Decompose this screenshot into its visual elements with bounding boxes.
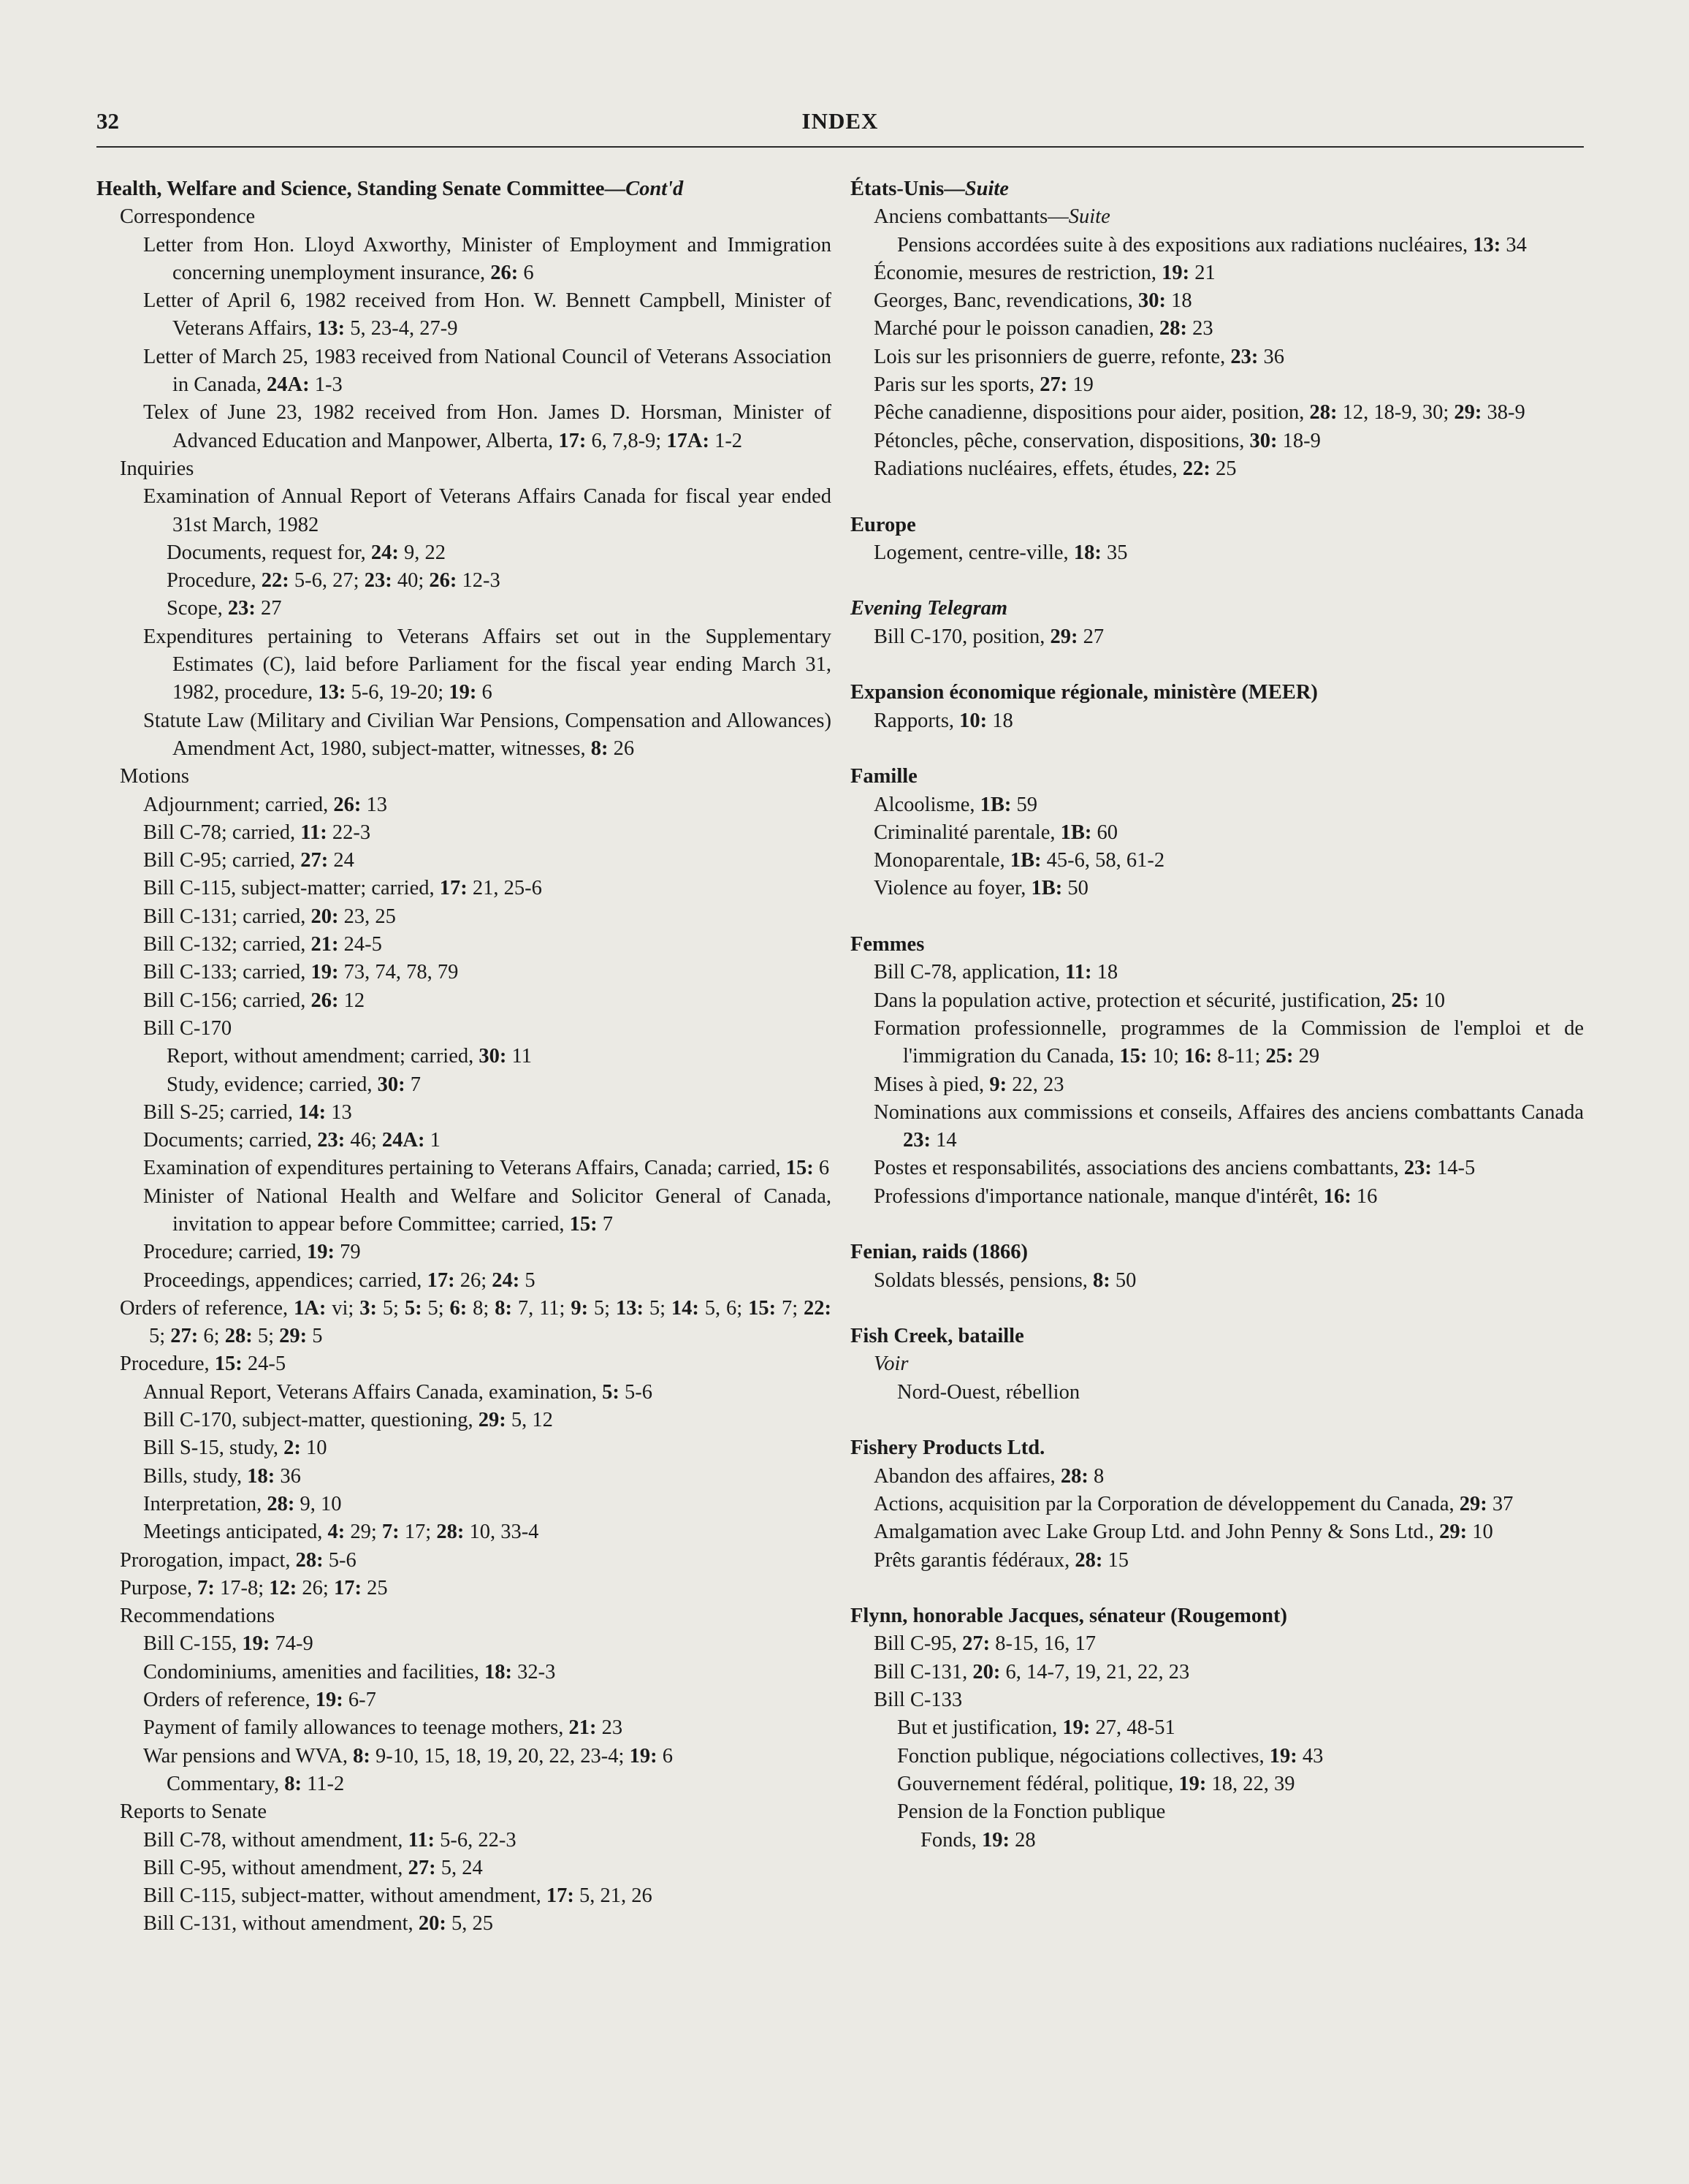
index-subentry: Pétoncles, pêche, conservation, dispositions, 30: 18-9 xyxy=(874,429,1321,452)
index-subentry: Condominiums, amenities and facilities, 18: 32-3 xyxy=(143,1660,556,1683)
index-subentry: Letter of April 6, 1982 received from Hon. W. Bennett Campbell, Minister of Veterans Affairs, 13: 5, 23-4, 27-9 xyxy=(143,289,831,340)
index-subentry: Bill C-115, subject-matter, without amendment, 17: 5, 21, 26 xyxy=(143,1884,652,1908)
index-subentry: Inquiries xyxy=(120,457,194,480)
index-subentry: Procedure; carried, 19: 79 xyxy=(143,1241,361,1264)
index-heading: Health, Welfare and Science, Standing Senate Committee—Cont'd xyxy=(96,178,684,200)
index-subentry: Proceedings, appendices; carried, 17: 26; 24: 5 xyxy=(143,1268,535,1292)
index-subentry: Orders of reference, 1A: vi; 3: 5; 5: 5; 6: 8; 8: 7, 11; 9: 5; 13: 5; 14: 5, 6; 15: 7; 22: 5; 27: 6; 28: 5; 29: 5 xyxy=(120,1296,831,1348)
index-subentry: Examination of Annual Report of Veterans Affairs Canada for fiscal year ended 31st March, 1982 xyxy=(143,485,831,536)
index-subentry: Orders of reference, 19: 6-7 xyxy=(143,1689,376,1712)
index-subentry: Recommendations xyxy=(120,1605,275,1628)
index-subentry: Payment of family allowances to teenage mothers, 21: 23 xyxy=(143,1716,623,1740)
index-subentry: Bill C-78; carried, 11: 22-3 xyxy=(143,821,371,844)
index-subentry: Abandon des affaires, 28: 8 xyxy=(874,1464,1105,1488)
index-subentry: Marché pour le poisson canadien, 28: 23 xyxy=(874,317,1213,340)
index-subentry: Letter of March 25, 1983 received from National Council of Veterans Association in Canada, 24A: 1-3 xyxy=(143,345,831,397)
index-subentry: Mises à pied, 9: 22, 23 xyxy=(874,1073,1064,1096)
index-subentry: Annual Report, Veterans Affairs Canada, examination, 5: 5-6 xyxy=(143,1380,653,1404)
index-subentry: Fonction publique, négociations collectives, 19: 43 xyxy=(897,1744,1324,1768)
index-subentry: Interpretation, 28: 9, 10 xyxy=(143,1492,342,1515)
index-column-right xyxy=(850,175,1584,1854)
index-subentry: Reports to Senate xyxy=(120,1800,267,1824)
index-subentry: Minister of National Health and Welfare and Solicitor General of Canada, invitation to appear before Committee; carried, 15: 7 xyxy=(143,1184,831,1236)
index-subentry: Dans la population active, protection et sécurité, justification, 25: 10 xyxy=(874,989,1445,1012)
index-subentry: Georges, Banc, revendications, 30: 18 xyxy=(874,289,1192,313)
index-subentry: Commentary, 8: 11-2 xyxy=(167,1772,345,1795)
index-heading: Fish Creek, bataille xyxy=(850,1325,1024,1348)
index-subentry: Formation professionnelle, programmes de la Commission de l'emploi et de l'immigration du Canada, 15: 10; 16: 8-11; 25: 29 xyxy=(874,1016,1584,1068)
index-subentry: Bill C-155, 19: 74-9 xyxy=(143,1632,313,1656)
index-subentry: Bill C-170, subject-matter, questioning, 29: 5, 12 xyxy=(143,1409,553,1432)
running-title: INDEX xyxy=(801,108,879,134)
index-subentry: Bill C-95, 27: 8-15, 16, 17 xyxy=(874,1632,1097,1656)
index-subentry: Lois sur les prisonniers de guerre, refonte, 23: 36 xyxy=(874,345,1284,368)
index-subentry: Documents; carried, 23: 46; 24A: 1 xyxy=(143,1129,441,1152)
index-subentry: Bill C-95, without amendment, 27: 5, 24 xyxy=(143,1856,483,1879)
index-subentry: Scope, 23: 27 xyxy=(167,597,282,620)
index-subentry: Documents, request for, 24: 9, 22 xyxy=(167,541,446,564)
index-subentry: Pension de la Fonction publique xyxy=(897,1800,1166,1824)
index-subentry: Correspondence xyxy=(120,205,256,229)
index-subentry: Logement, centre-ville, 18: 35 xyxy=(874,541,1128,564)
index-subentry: Bill C-78, application, 11: 18 xyxy=(874,961,1118,984)
index-subentry: Radiations nucléaires, effets, études, 22: 25 xyxy=(874,457,1237,480)
index-subentry: Prêts garantis fédéraux, 28: 15 xyxy=(874,1548,1129,1572)
index-subentry: Pensions accordées suite à des expositions aux radiations nucléaires, 13: 34 xyxy=(897,233,1527,256)
index-subentry: Alcoolisme, 1B: 59 xyxy=(874,793,1038,816)
index-heading: Femmes xyxy=(850,933,925,956)
page-header xyxy=(96,102,1584,148)
index-subentry: Bill C-131, without amendment, 20: 5, 25 xyxy=(143,1912,493,1936)
index-subentry: Prorogation, impact, 28: 5-6 xyxy=(120,1548,357,1572)
index-subentry: Rapports, 10: 18 xyxy=(874,709,1013,732)
index-subentry: Violence au foyer, 1B: 50 xyxy=(874,877,1088,900)
index-heading: Evening Telegram xyxy=(850,597,1008,620)
index-subentry: Letter from Hon. Lloyd Axworthy, Minister of Employment and Immigration concerning unemployment insurance, 26: 6 xyxy=(143,233,831,284)
index-subentry: Bill S-15, study, 2: 10 xyxy=(143,1437,327,1460)
index-subentry: Soldats blessés, pensions, 8: 50 xyxy=(874,1268,1137,1292)
index-subentry: Statute Law (Military and Civilian War Pensions, Compensation and Allowances) Amendment Act, 1980, subject-matter, witnesses, 8: 26 xyxy=(143,709,831,760)
index-subentry: Bill C-133; carried, 19: 73, 74, 78, 79 xyxy=(143,961,459,984)
index-subentry: Study, evidence; carried, 30: 7 xyxy=(167,1073,421,1096)
index-subentry: Report, without amendment; carried, 30: 11 xyxy=(167,1045,532,1068)
index-subentry: Nord-Ouest, rébellion xyxy=(897,1380,1080,1404)
index-subentry: Bill C-115, subject-matter; carried, 17: 21, 25-6 xyxy=(143,877,542,900)
index-heading: Fishery Products Ltd. xyxy=(850,1437,1045,1460)
index-subentry: Examination of expenditures pertaining to Veterans Affairs, Canada; carried, 15: 6 xyxy=(143,1157,830,1180)
index-subentry: Bill C-170 xyxy=(143,1016,232,1040)
index-heading: Expansion économique régionale, ministère (MEER) xyxy=(850,681,1318,704)
index-subentry: Telex of June 23, 1982 received from Hon. James D. Horsman, Minister of Advanced Education and Manpower, Alberta, 17: 6, 7,8-9; 17A: 1-2 xyxy=(143,401,831,452)
index-subentry: Voir xyxy=(874,1352,909,1376)
index-subentry: Bill C-133 xyxy=(874,1689,963,1712)
index-subentry: Bill C-78, without amendment, 11: 5-6, 22-3 xyxy=(143,1828,516,1852)
index-subentry: Bill C-131, 20: 6, 14-7, 19, 21, 22, 23 xyxy=(874,1660,1190,1683)
index-subentry: Procedure, 15: 24-5 xyxy=(120,1352,286,1376)
page-number: 32 xyxy=(96,108,119,134)
index-subentry: Bill C-170, position, 29: 27 xyxy=(874,625,1105,648)
index-subentry: Bills, study, 18: 36 xyxy=(143,1464,301,1488)
index-subentry: Économie, mesures de restriction, 19: 21 xyxy=(874,261,1216,284)
index-subentry: Professions d'importance nationale, manque d'intérêt, 16: 16 xyxy=(874,1184,1378,1208)
index-subentry: Criminalité parentale, 1B: 60 xyxy=(874,821,1118,844)
index-subentry: Amalgamation avec Lake Group Ltd. and John Penny & Sons Ltd., 29: 10 xyxy=(874,1521,1493,1544)
index-heading: États-Unis—Suite xyxy=(850,178,1009,200)
index-subentry: But et justification, 19: 27, 48-51 xyxy=(897,1716,1175,1740)
index-subentry: Bill C-95; carried, 27: 24 xyxy=(143,849,354,872)
index-heading: Flynn, honorable Jacques, sénateur (Rougemont) xyxy=(850,1605,1287,1628)
index-subentry: Meetings anticipated, 4: 29; 7: 17; 28: 10, 33-4 xyxy=(143,1521,539,1544)
index-subentry: Adjournment; carried, 26: 13 xyxy=(143,793,387,816)
index-heading: Fenian, raids (1866) xyxy=(850,1241,1029,1264)
index-subentry: Actions, acquisition par la Corporation de développement du Canada, 29: 37 xyxy=(874,1492,1514,1515)
index-subentry: Anciens combattants—Suite xyxy=(874,205,1110,229)
index-subentry: Bill S-25; carried, 14: 13 xyxy=(143,1100,352,1124)
index-heading: Europe xyxy=(850,513,916,536)
index-heading: Famille xyxy=(850,765,918,788)
index-subentry: Nominations aux commissions et conseils, Affaires des anciens combattants Canada 23: 14 xyxy=(874,1100,1584,1152)
index-subentry: Procedure, 22: 5-6, 27; 23: 40; 26: 12-3 xyxy=(167,569,500,593)
index-subentry: Fonds, 19: 28 xyxy=(920,1828,1036,1852)
index-subentry: Expenditures pertaining to Veterans Affairs set out in the Supplementary Estimates (C), laid before Parliament for the fiscal year ending March 31, 1982, procedure, 13: 5-6, 19-20; 19: 6 xyxy=(143,625,831,704)
index-subentry: Motions xyxy=(120,765,190,788)
index-subentry: War pensions and WVA, 8: 9-10, 15, 18, 19, 20, 22, 23-4; 19: 6 xyxy=(143,1744,673,1768)
index-subentry: Pêche canadienne, dispositions pour aider, position, 28: 12, 18-9, 30; 29: 38-9 xyxy=(874,401,1525,425)
index-subentry: Postes et responsabilités, associations des anciens combattants, 23: 14-5 xyxy=(874,1157,1476,1180)
index-subentry: Monoparentale, 1B: 45-6, 58, 61-2 xyxy=(874,849,1165,872)
index-subentry: Gouvernement fédéral, politique, 19: 18, 22, 39 xyxy=(897,1772,1295,1795)
index-subentry: Purpose, 7: 17-8; 12: 26; 17: 25 xyxy=(120,1576,388,1599)
index-column-left xyxy=(96,175,831,1938)
index-subentry: Paris sur les sports, 27: 19 xyxy=(874,373,1094,397)
index-subentry: Bill C-156; carried, 26: 12 xyxy=(143,989,365,1012)
index-subentry: Bill C-131; carried, 20: 23, 25 xyxy=(143,905,396,928)
index-subentry: Bill C-132; carried, 21: 24-5 xyxy=(143,933,382,956)
